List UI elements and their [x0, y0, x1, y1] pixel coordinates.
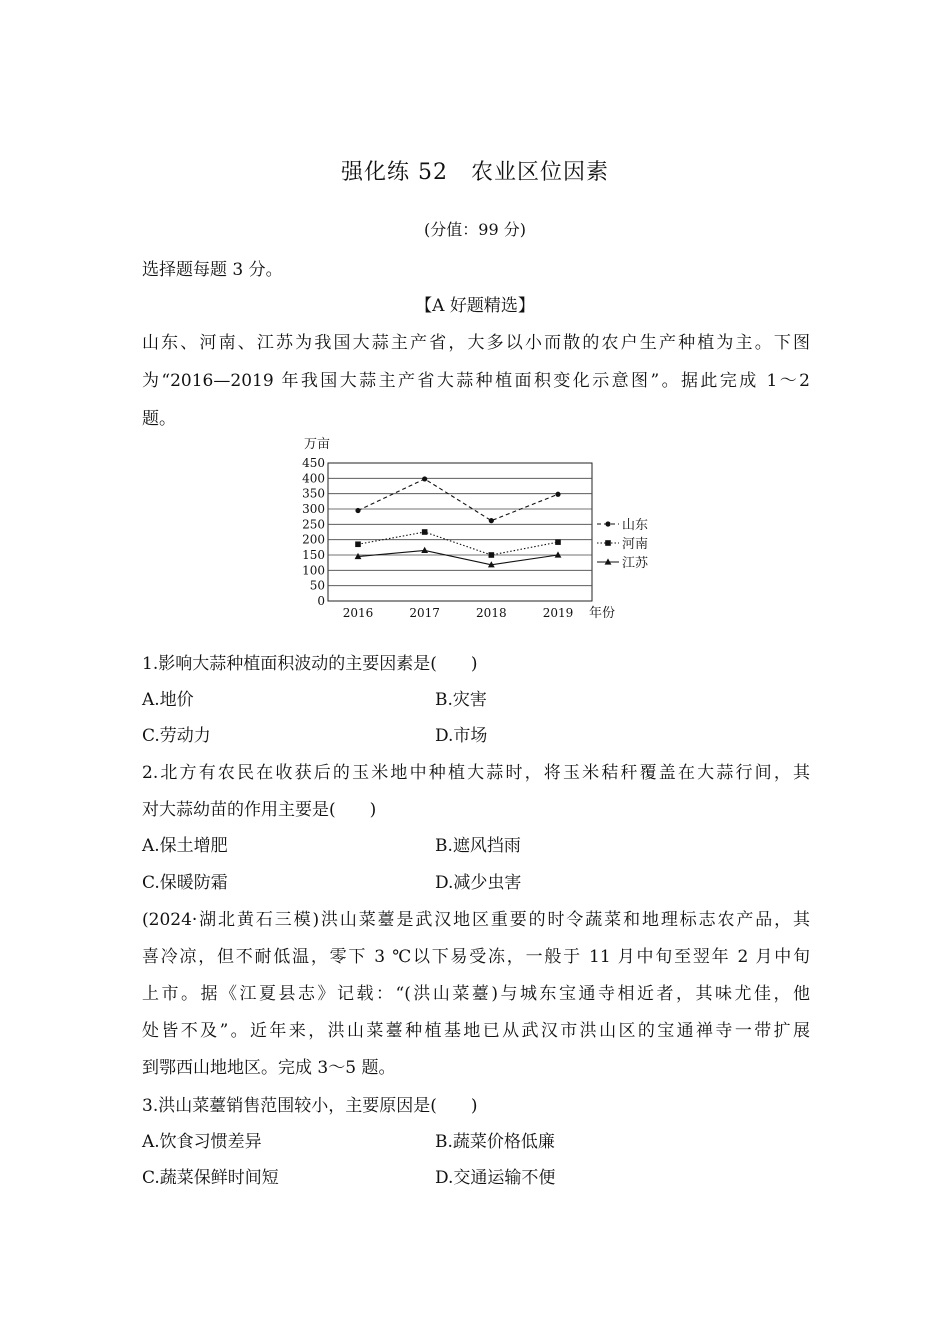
- data-point: [355, 508, 360, 513]
- legend-label: 江苏: [622, 556, 649, 571]
- data-point: [489, 552, 495, 558]
- q1-option-b: B.灾害: [435, 690, 487, 710]
- passage2-line: 到鄂西山地地区。完成 3～5 题。: [142, 1058, 396, 1078]
- data-point: [355, 541, 361, 547]
- x-tick-label: 2017: [409, 606, 440, 620]
- y-tick-label: 400: [302, 471, 325, 486]
- series-line-1: [358, 479, 558, 521]
- y-axis-label: 万亩: [304, 437, 331, 452]
- plot-frame: [328, 463, 592, 601]
- x-tick-label: 2019: [542, 606, 574, 620]
- q2-option-d: D.减少虫害: [435, 873, 522, 893]
- x-tick-label: 2018: [476, 606, 507, 620]
- y-tick-label: 350: [302, 486, 325, 501]
- q3-option-a: A.饮食习惯差异: [142, 1132, 262, 1152]
- y-tick-label: 450: [302, 456, 325, 470]
- score-note: (分值：99 分): [424, 220, 526, 239]
- q3-stem: 3.洪山菜薹销售范围较小，主要原因是( ): [142, 1096, 478, 1116]
- passage2-line: (2024·湖北黄石三模)洪山菜薹是武汉地区重要的时令蔬菜和地理标志农产品，其: [142, 910, 810, 930]
- data-point: [489, 518, 494, 523]
- garlic-area-chart: [290, 434, 670, 624]
- data-point: [555, 551, 562, 557]
- q1-option-a: A.地价: [142, 690, 194, 710]
- data-point: [422, 476, 427, 481]
- passage2-line: 喜冷凉，但不耐低温，零下 3 ℃以下易受冻，一般于 11 月中旬至翌年 2 月中旬: [142, 947, 810, 967]
- q2-stem-line: 对大蒜幼苗的作用主要是( ): [142, 800, 377, 820]
- q3-option-c: C.蔬菜保鲜时间短: [142, 1168, 279, 1188]
- legend-label: 河南: [622, 537, 649, 552]
- passage1-line: 为“2016—2019 年我国大蒜主产省大蒜种植面积变化示意图”。据此完成 1～2: [142, 371, 810, 391]
- series-line-3: [358, 550, 558, 564]
- y-tick-label: 150: [302, 548, 325, 562]
- x-tick-label: 2016: [342, 606, 374, 620]
- q3-option-b: B.蔬菜价格低廉: [435, 1132, 555, 1152]
- y-tick-label: 300: [302, 502, 325, 516]
- y-tick-label: 200: [302, 532, 325, 547]
- q3-option-d: D.交通运输不便: [435, 1168, 556, 1188]
- passage1-line: 题。: [142, 409, 176, 429]
- data-point: [421, 547, 428, 553]
- data-point: [422, 529, 428, 535]
- y-tick-label: 0: [317, 594, 325, 608]
- y-tick-label: 100: [302, 563, 325, 578]
- series-line-2: [358, 532, 558, 555]
- q2-option-a: A.保土增肥: [142, 836, 228, 856]
- legend-label: 山东: [622, 518, 649, 533]
- page-title: 强化练 52 农业区位因素: [341, 160, 609, 185]
- q1-option-d: D.市场: [435, 726, 488, 746]
- q2-option-c: C.保暖防霜: [142, 873, 228, 893]
- y-tick-label: 250: [302, 517, 325, 532]
- data-point: [555, 539, 561, 545]
- passage2-line: 上市。据《江夏县志》记载：“(洪山菜薹)与城东宝通寺相近者，其味尤佳，他: [142, 984, 810, 1004]
- q1-stem: 1.影响大蒜种植面积波动的主要因素是( ): [142, 654, 478, 674]
- q2-stem-line: 2.北方有农民在收获后的玉米地中种植大蒜时，将玉米秸秆覆盖在大蒜行间，其: [142, 763, 810, 783]
- q1-option-c: C.劳动力: [142, 726, 211, 746]
- section-heading: 【A 好题精选】: [415, 296, 535, 316]
- legend-marker: [605, 540, 611, 546]
- passage2-line: 处皆不及”。近年来，洪山菜薹种植基地已从武汉市洪山区的宝通禅寺一带扩展: [142, 1021, 810, 1041]
- instruction-text: 选择题每题 3 分。: [142, 260, 283, 280]
- passage1-line: 山东、河南、江苏为我国大蒜主产省，大多以小而散的农户生产种植为主。下图: [142, 333, 810, 353]
- legend-marker: [605, 521, 610, 526]
- x-axis-label: 年份: [589, 606, 616, 621]
- y-tick-label: 50: [309, 578, 325, 593]
- q2-option-b: B.遮风挡雨: [435, 836, 521, 856]
- data-point: [555, 492, 560, 497]
